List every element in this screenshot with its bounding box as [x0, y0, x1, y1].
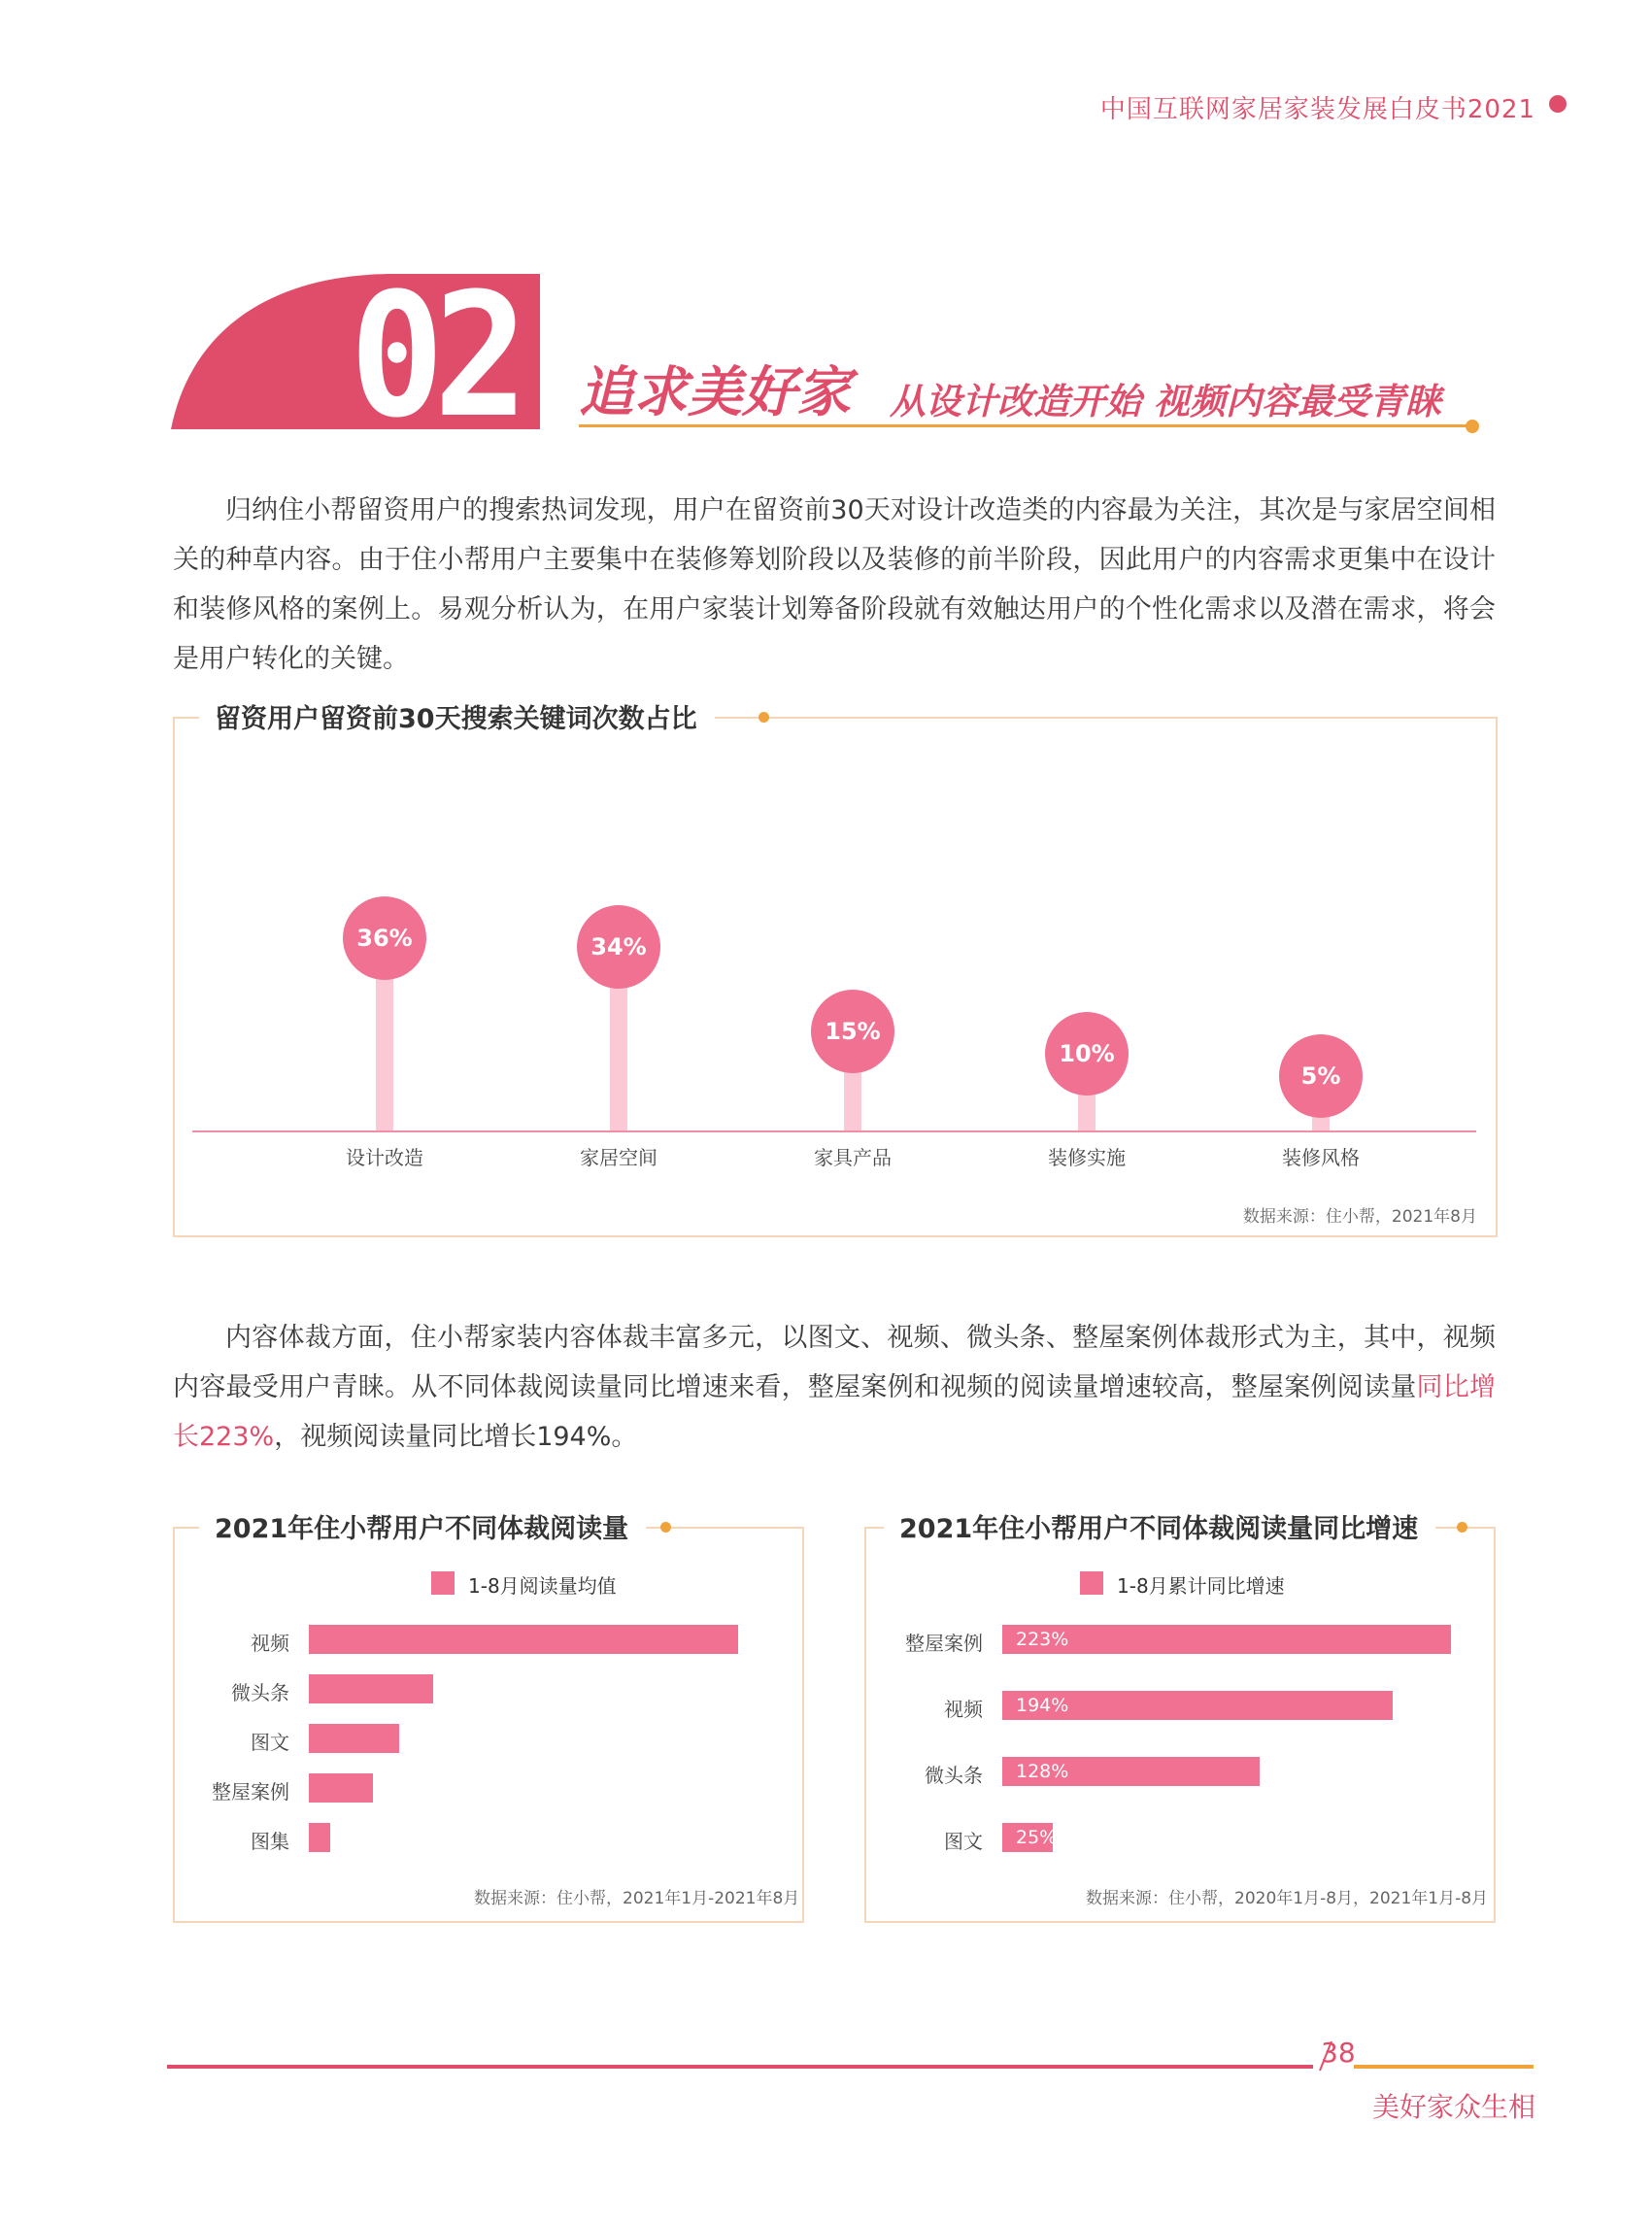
chart1-category-label: 家具产品 [814, 1146, 892, 1169]
chart1-value-bubble: 15% [811, 990, 894, 1073]
body-paragraph-text: 内容体裁方面，住小帮家装内容体裁丰富多元，以图文、视频、微头条、整屋案例体裁形式为主，其中，视频内容最受用户青睐。从不同体裁阅读量同比增速来看，整屋案例和视频的阅读量增速较高，整屋案例阅读量 [173, 1323, 1496, 1402]
chart3-legend-swatch [1080, 1571, 1103, 1595]
chart3-bar: 128% [1002, 1757, 1260, 1786]
chart3-category-label: 图文 [944, 1830, 983, 1853]
chart2-title-dot [660, 1522, 671, 1533]
chart1-value-bubble: 5% [1279, 1034, 1363, 1118]
chart3-legend-label: 1-8月累计同比增速 [1117, 1574, 1285, 1598]
section-title: 追求美好家 [579, 361, 851, 424]
chart2-title: 2021年住小帮用户不同体裁阅读量 [199, 1507, 646, 1545]
chart2-category-label: 微头条 [231, 1681, 289, 1704]
chart2-category-label: 图集 [251, 1830, 289, 1853]
chart1-stem [610, 979, 627, 1130]
chart2-source: 数据来源：住小帮，2021年1月-2021年8月 [474, 1889, 800, 1908]
chart1-value-bubble: 10% [1045, 1012, 1129, 1096]
chart2-bar [309, 1724, 399, 1753]
chart3-source: 数据来源：住小帮，2020年1月-8月，2021年1月-8月 [1086, 1889, 1489, 1908]
section-subtitle: 从设计改造开始 视频内容最受青睐 [890, 381, 1441, 422]
footer-line [167, 2065, 1313, 2069]
report-title: 中国互联网家居家装发展白皮书2021 [1099, 95, 1535, 124]
chart3-title: 2021年住小帮用户不同体裁阅读量同比增速 [884, 1507, 1435, 1545]
body-paragraph-tail: ，视频阅读量同比增长194%。 [274, 1422, 638, 1452]
body-paragraph-highlight: 同比增长223% [173, 1372, 1497, 1452]
chart2-bar [309, 1823, 330, 1852]
chart1-category-label: 设计改造 [346, 1146, 423, 1169]
section-underline [579, 424, 1472, 427]
chart2-legend-label: 1-8月阅读量均值 [468, 1574, 617, 1598]
chart1-value-bubble: 36% [343, 896, 426, 980]
page-number: 38 [1321, 2037, 1356, 2069]
chart3-category-label: 视频 [944, 1698, 983, 1721]
chart3-bar: 194% [1002, 1691, 1393, 1720]
chart1-baseline [192, 1130, 1476, 1132]
chart3-category-label: 整屋案例 [905, 1632, 983, 1655]
chart2-bar [309, 1625, 738, 1654]
chart2-bar [309, 1773, 373, 1803]
body-paragraph [173, 1313, 1496, 1462]
chart2-legend-swatch [431, 1571, 455, 1595]
chart3-title-dot [1457, 1522, 1467, 1533]
chart1-title: 留资用户留资前30天搜索关键词次数占比 [199, 697, 715, 735]
chart1-title-dot [759, 712, 769, 723]
chart3-category-label: 微头条 [925, 1764, 983, 1787]
section-underline-dot [1466, 420, 1479, 433]
chart1-value-bubble: 34% [577, 905, 660, 989]
footer-line-accent [1354, 2065, 1534, 2069]
chart1-category-label: 装修实施 [1048, 1146, 1126, 1169]
chart1-source: 数据来源：住小帮，2021年8月 [1242, 1207, 1477, 1227]
chart3-bar: 223% [1002, 1625, 1451, 1654]
chart2-category-label: 视频 [251, 1632, 289, 1655]
footer-section-name: 美好家众生相 [1371, 2091, 1535, 2123]
chart1-stem [376, 970, 393, 1130]
chart1-stem [844, 1063, 861, 1130]
chart1-category-label: 装修风格 [1282, 1146, 1360, 1169]
intro-paragraph: 归纳住小帮留资用户的搜索热词发现，用户在留资前30天对设计改造类的内容最为关注，其次是与家居空间相关的种草内容。由于住小帮用户主要集中在装修筹划阶段以及装修的前半阶段，因此用户的内容需求更集中在设计和装修风格的案例上。易观分析认为，在用户家装计划筹备阶段就有效触达用户的个性化需求以及潜在需求，将会是用户转化的关键。 [173, 495, 1496, 674]
chart2-category-label: 整屋案例 [212, 1780, 289, 1804]
header-dot [1549, 95, 1567, 113]
chart1-category-label: 家居空间 [580, 1146, 657, 1169]
chart3-bar: 25% [1002, 1823, 1053, 1852]
chart2-category-label: 图文 [251, 1731, 289, 1754]
section-number: 02 [350, 256, 518, 455]
chart2-bar [309, 1674, 433, 1703]
